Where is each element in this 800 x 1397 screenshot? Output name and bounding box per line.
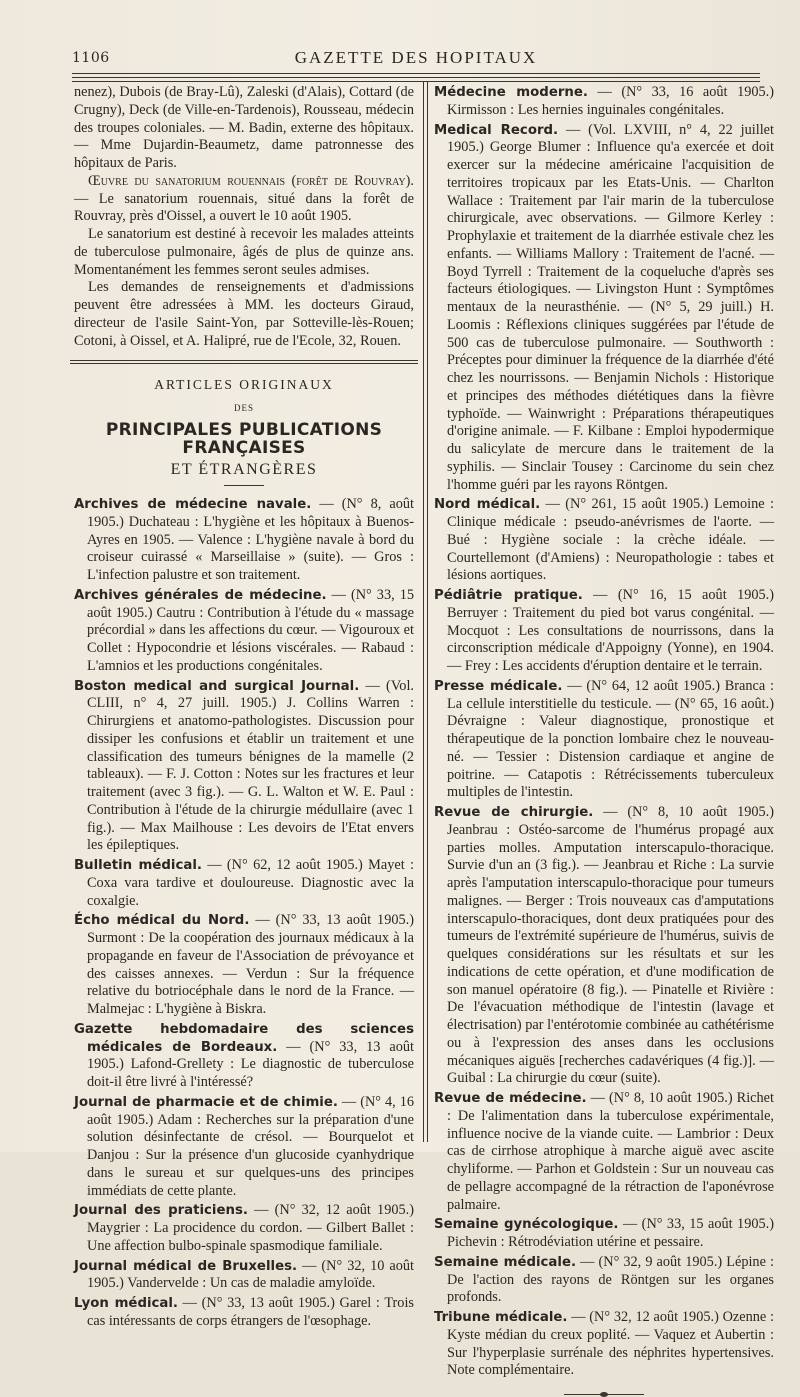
publication-contents: — (N° 33, 13 août 1905.) Surmont : De la coopération des journaux médicaux à la propagande en faveur de l'Association de prévoyance et des caisses annexes. — Verdun : Sur la fréquence relative du botriocéphale dans le nord de la France. — Malmejac : L'hygiène à Biskra. (87, 912, 414, 1017)
section-rule (70, 360, 418, 364)
page-number: 1106 (72, 50, 110, 66)
publication-entry (74, 857, 414, 910)
publication-contents: — (N° 33, 16 août 1905.) Kirmisson : Les hernies inguinales congénitales. (447, 84, 774, 118)
publication-entry (434, 84, 774, 120)
publication-title: Nord médical. (434, 497, 541, 513)
publication-entry (74, 912, 414, 1019)
section-title-line2: PRINCIPALES PUBLICATIONS FRANÇAISES (105, 419, 383, 458)
section-short-rule (224, 485, 264, 486)
publication-title: Revue de chirurgie. (434, 805, 594, 820)
sanatorium-title: Œuvre du sanatorium rouennais (forêt de Rouvray). (88, 172, 414, 189)
publication-entry (74, 1094, 414, 1201)
publication-title: Pédiâtrie pratique. (434, 588, 583, 603)
sanatorium-paragraph-3: Les demandes de renseignements et d'admissions peuvent être adressées à MM. les docteurs Giraud, directeur de l'asile Saint-Yon, par Sotteville-lès-Rouen; Cotoni, à Oissel, et A. Halipré, rue de l'Ecole, 32, Rouen. (74, 279, 414, 349)
right-column (434, 84, 774, 1395)
publication-entry (74, 1295, 414, 1331)
sanatorium-text: — Le sanatorium rouennais, situé dans la forêt de Rouvray, près d'Oissel, a ouvert le 10 août 1905. (74, 190, 414, 225)
publication-title: Boston medical and surgical Journal. (74, 678, 360, 694)
publication-contents: — (N° 261, 15 août 1905.) Lemoine : Clinique médicale : pseudo-anévrismes de l'aorte. — Bué : Hygiène sociale : la crèche idéale. — Courtellemont (d'Amiens) : Neuropathologie : tabes et lésions aortiques. (447, 496, 775, 584)
sanatorium-paragraph (74, 173, 414, 226)
publication-entry (74, 1021, 414, 1092)
publication-title: Médecine moderne. (434, 85, 588, 100)
header-rule (72, 73, 760, 74)
publication-title: Presse médicale. (434, 678, 563, 694)
publication-contents: — (N° 33, 15 août 1905.) Cautru : Contribution à l'étude du « massage précordial » dans les affections du cœur. — Vigouroux et Collet : Hypocondrie et lésions viscérales. — Rabaud : L'amnios et les productions congénitales. (87, 586, 414, 674)
publication-entry (434, 496, 774, 585)
left-column (74, 84, 414, 1333)
left-entry-list (74, 496, 414, 1331)
publication-title: Medical Record. (434, 122, 559, 138)
publication-contents: — (N° 4, 16 août 1905.) Adam : Recherches sur la préparation d'une solution désinfectante de crésol. — Bourquelot et Danjou : Sur la présence d'un glucoside cyanhydrique dans le sureau et sur quelques-uns des principes immédiats de cette plante. (87, 1093, 414, 1199)
publication-entry (434, 1216, 774, 1252)
publication-entry (434, 1090, 774, 1214)
publication-entry (74, 496, 414, 585)
header-rule (72, 77, 760, 78)
publication-title: Tribune médicale. (434, 1310, 568, 1325)
publication-entry (434, 1254, 774, 1307)
publication-contents: — (Vol. LXVIII, n° 4, 22 juillet 1905.) George Blumer : Influence qu'a exercée et doit exercer sur la médecine américaine l'acquisition de territoires tropicaux par les Etats-Unis. — Charlton Wallace : Traitement par l'air marin de la tuberculose chirurgicale, avec observations. — Gilmore Kerley : Prophylaxie et traitement de la diarrhée estivale chez les enfants. — Williams Mallory : Traitement de l'acné. — Boyd Tyrrell : Traitement de la coqueluche d'après ses facteurs étiologiques. — Livingston Hunt : Symptômes mentaux de la neurasthénie. — (N° 5, 29 juill.) H. Loomis : Réflexions cliniques suggérées par l'étude de 500 cas de tuberculose pulmonaire. — Southworth : Préceptes pour diminuer la fréquence de la diarrhée d'été chez les nourrissons. — Benjamin Nichols : Historique et principes des méthodes diététiques dans la fièvre typhoïde. — Wainwright : Préparations thérapeutiques d'origine animale. — F. Kilbane : Emploi hypodermique du salicylate de mercure dans le traitement de la syphilis. — Sinclair Tousey : Carcinome du sein chez l'homme guéri par les rayons Röntgen. (447, 121, 775, 493)
publication-title: Archives de médecine navale. (74, 497, 312, 512)
publication-title: Semaine gynécologique. (434, 1217, 619, 1233)
publication-title: Archives générales de médecine. (74, 587, 327, 603)
publication-entry (434, 804, 774, 1088)
publication-entry (434, 678, 774, 802)
publication-entry (434, 1309, 774, 1380)
publication-contents: — (N° 33, 13 août 1905.) Lafond-Grellety : Le diagnostic de tuberculose doit-il être livré à l'intéressé? (87, 1038, 414, 1090)
publication-title: Journal des praticiens. (74, 1203, 248, 1219)
publication-contents: — (N° 32, 10 août 1905.) Vandervelde : Un cas de maladie amyloïde. (87, 1257, 414, 1292)
publication-contents: — (Vol. CLIII, n° 4, 27 juill. 1905.) J. Collins Warren : Chirurgiens et anatomo-pathologistes. Discussion pour dissiper les confusions et établir un traitement et une classification des tumeurs bénignes de la mamelle (2 tableaux). — F. J. Cotton : Notes sur les fractures et leur traitement (avec 3 fig.). — G. L. Walton et W. E. Paul : Contribution à l'étude de la chirurgie médullaire (avec 1 fig.). — Max Mailhouse : Les devoirs de l'Etat envers les épileptiques. (87, 677, 414, 854)
publication-title: Gazette hebdomadaire des sciences médicales de Bordeaux. (74, 1021, 414, 1055)
continued-paragraph: nenez), Dubois (de Bray-Lû), Zaleski (d'Alais), Cottard (de Crugny), Deck (de Ville-en-Tardenois), Rousseau, médecin des troupes coloniales. — M. Badin, externe des hôpitaux. — Mme Dujardin-Beaumetz, dame patronnesse des hôpitaux de Paris. (74, 84, 414, 171)
section-title-line1: ARTICLES ORIGINAUX (154, 377, 334, 393)
publication-contents: — (N° 8, 10 août 1905.) Richet : De l'alimentation dans la tuberculose expérimentale, influence nocive de la viande cuite. — Lambrior : Deux cas de cirrhose atrophique à marche aiguë avec ascite chyliforme. — Parhon et Goldstein : Sur un nouveau cas de pellagre accompagné de la rétraction de l'aponévrose palmaire. (447, 1090, 774, 1213)
publication-contents: — (N° 16, 15 août 1905.) Berruyer : Traitement du pied bot varus congénital. — Mocquot : Les consultations de nourrissons, dans la circonscription médicale d'Appoigny (Yonne), en 1904. — Frey : Les accidents d'éruption dentaire et le terrain. (447, 587, 774, 674)
publication-contents: — (N° 8, août 1905.) Duchateau : L'hygiène et les hôpitaux à Buenos-Ayres en 1905. — Valence : L'hygiène navale à bord du croiseur cuirassé « Marseillaise » (suite). — Gros : L'infection palustre et son traitement. (87, 496, 414, 583)
journal-title: GAZETTE DES HOPITAUX (294, 48, 538, 67)
publication-contents: — (N° 33, 15 août 1905.) Pichevin : Rétrodéviation utérine et pessaire. (447, 1216, 774, 1250)
publication-title: Journal de pharmacie et de chimie. (74, 1094, 338, 1110)
publication-contents: — (N° 32, 9 août 1905.) Lépine : De l'action des rayons de Röntgen sur les organes profonds. (447, 1253, 774, 1306)
publication-contents: — (N° 62, 12 août 1905.) Mayet : Coxa vara tardive et douloureuse. Diagnostic avec la coxalgie. (87, 857, 414, 909)
publication-entry (74, 1258, 414, 1294)
publication-entry (74, 678, 414, 856)
publication-contents: — (N° 8, 10 août 1905.) Jeanbrau : Ostéo-sarcome de l'humérus propagé aux parties molles. Amputation interscapulo-thoracique. Survie d'un an (3 fig.). — Jeanbrau et Riche : La survie après l'amputation interscapulo-thoracique pour tumeurs malignes. — Berger : Trois nouveaux cas d'amputations interscapulo-thoraciques, dont deux pratiquées pour des tumeurs de l'extrémité supérieure de l'humérus, suivis de quelques considérations sur les résultats et sur les indications de cette opération, et d'une modification de son manuel opératoire (8 fig.). — Pinatelle et Rivière : De l'évacuation méthodique de l'intestin (lavage et électrisation) par l'entérotomie combinée au cathétérisme ou à l'expression des anses dans les occlusions mécaniques aiguës [recherches cadavériques (4 fig.)]. — Guibal : La chirurgie du cœur (suite). (447, 804, 775, 1087)
publication-entry (434, 122, 774, 495)
sanatorium-paragraph-2: Le sanatorium est destiné à recevoir les malades atteints de tuberculose pulmonaire, âgés de plus de quinze ans. Momentanément les femmes seront seules admises. (74, 226, 414, 278)
section-title-des: DES (233, 403, 254, 413)
publication-entry (434, 587, 774, 676)
publication-title: Écho médical du Nord. (74, 913, 250, 929)
publication-title: Journal médical de Bruxelles. (74, 1258, 298, 1274)
publication-title: Bulletin médical. (74, 858, 202, 873)
column-separator (423, 82, 428, 1142)
running-header (72, 48, 760, 70)
publication-title: Revue de médecine. (434, 1091, 587, 1106)
publication-contents: — (N° 32, 12 août 1905.) Maygrier : La procidence du cordon. — Gilbert Ballet : Une affection bulbo-spinale spasmodique familiale. (87, 1202, 414, 1254)
right-entry-list (434, 84, 774, 1380)
section-title-line3: ET ÉTRANGÈRES (170, 461, 318, 479)
publication-entry (74, 1202, 414, 1255)
publication-contents: — (N° 64, 12 août 1905.) Branca : La cellule interstitielle du testicule. — (N° 65, 16 août.) Dévraigne : Valeur diagnostique, pronostique et thérapeutique de la ponction lombaire chez le nouveau-né. — Tessier : Distension cardiaque et angine de poitrine. — Catapotis : Rétrécissements tuberculeux multiples de l'intestin. (447, 677, 774, 801)
publication-entry (74, 587, 414, 676)
publication-title: Semaine médicale. (434, 1254, 577, 1270)
header-rule (72, 81, 760, 82)
publication-title: Lyon médical. (74, 1296, 178, 1311)
publication-contents: — (N° 33, 13 août 1905.) Garel : Trois cas intéressants de corps étrangers de l'œsophage. (87, 1295, 414, 1329)
publication-contents: — (N° 32, 12 août 1905.) Ozenne : Kyste médian du creux poplité. — Vaquez et Aubertin : Sur l'hyperplasie surrénale des néphrites hypertensives. Note complémentaire. (447, 1309, 774, 1379)
end-ornament (564, 1394, 644, 1395)
